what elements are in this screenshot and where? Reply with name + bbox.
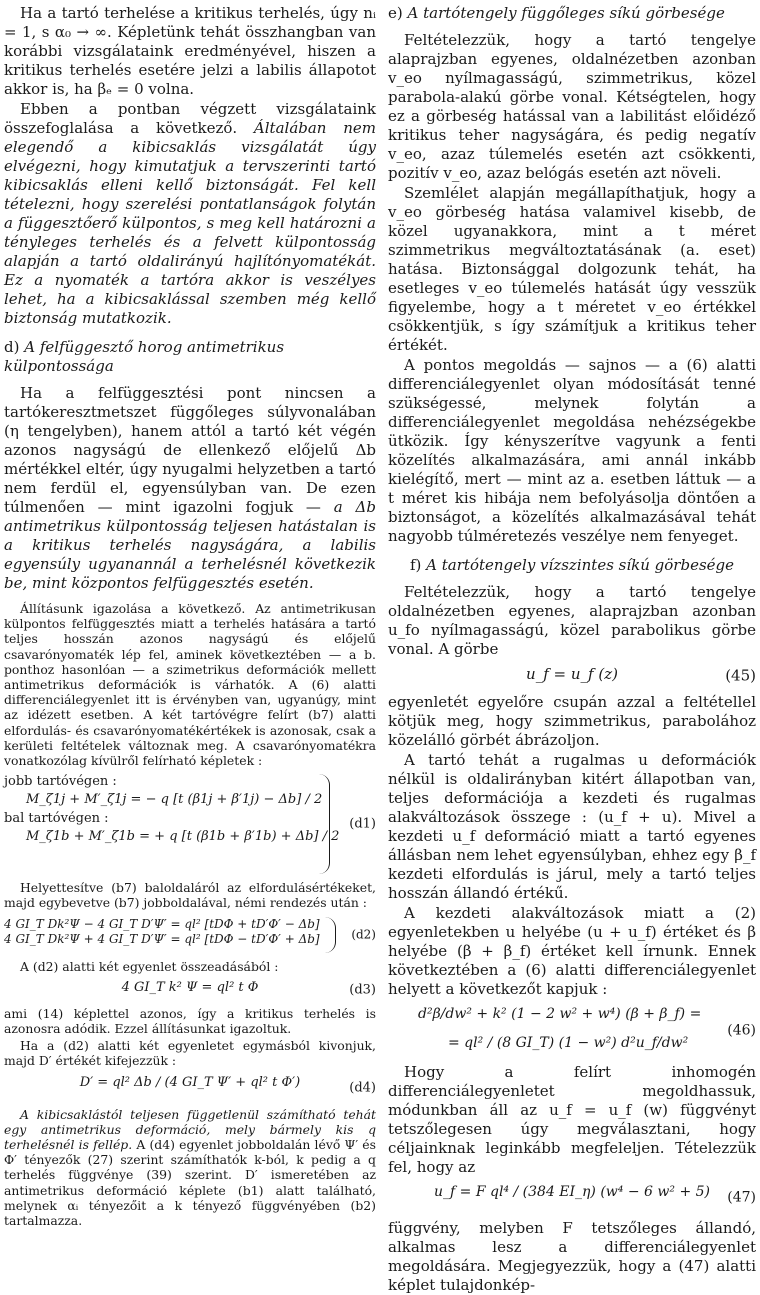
right-end-label: jobb tartóvégen :: [4, 774, 117, 790]
intro-paragraph-1: Ha a tartó terhelése a kritikus terhelés, úgy nᵢ = 1, s α₀ → ∞. Képletünk tehát összhangban van korábbi vizsgálataink eredményével, hiszen a kritikus terhelés esetére jelzi a labilis állapotot akkor is, ha βₑ = 0 volna.: [4, 4, 376, 98]
summary-paragraph: [4, 100, 376, 328]
equation-d3-number: (d3): [349, 982, 376, 998]
section-f-paragraph-5: Hogy a felírt inhomogén differenciálegyenletet megoldhassuk, módunkban áll az u_f = u_f (w) függvényt tetszőlegesen úgy megválasztani, hogy céljainknak leginkább megfeleljen. Tételezzük fel, hogy az: [388, 1063, 756, 1176]
equation-47-body: u_f = F ql⁴ / (384 EI_η) (w⁴ − 6 w² + 5): [434, 1184, 710, 1200]
section-d-title: A felfüggesztő horog antimetrikus külpontossága: [4, 338, 285, 375]
section-d-heading: [4, 338, 376, 376]
section-f-paragraph-3: A tartó tehát a rugalmas u deformációk nélkül is oldalirányban kitért állapotban van, teljes deformációja a kezdeti és rugalmas alakváltozások összege : (u_f + u). Mivel a kezdeti u_f deformáció miatt a tartó egyenes állásban nem lehet egyensúlyban, ehhez egy β_f kezdeti elfordulás is járul, mely a tartó teljes hosszán állandó értékű.: [388, 751, 756, 902]
equation-d2: [4, 917, 376, 953]
section-d-emphasis: a Δb antimetrikus külpontosság teljesen hatástalan is a kritikus terhelés nagyságára, a labilis egyensúly ugyanannál a terhelésnél következik be, mint központos felfüggesztés esetén.: [4, 498, 376, 592]
equation-d1: [4, 774, 376, 874]
right-column: [388, 4, 756, 1295]
equation-d1-number: (d1): [349, 816, 376, 832]
addition-paragraph: A (d2) alatti két egyenlet összeadásából :: [20, 958, 279, 974]
section-f-paragraph-4: A kezdeti alakváltozások miatt a (2) egyenletekben u helyébe (u + u_f) értéket és β helyébe (β + β_f) értéket kell írnunk. Ennek következtében a (6) alatti differenciálegyenlet helyett a következőt kapjuk :: [388, 904, 756, 998]
section-e-paragraph-3: A pontos megoldás — sajnos — a (6) alatti differenciálegyenlet olyan módosítását tenné szükségessé, melynek folytán a differenciálegyenlet megoldása nehézségekbe ütközik. Így kényszerítve vagyunk a fenti közelítés alkalmazására, ami annál inkább kielégítő, mert — mint az a. esetben láttuk — a t méret kis hibája nem befolyásolja döntően a biztonságot, a közelítés alkalmazásával tehát nagyobb túlméretezés veszélye nem fenyeget.: [388, 356, 756, 545]
conclusion-paragraph: [4, 1107, 376, 1229]
proof-paragraph: Állításunk igazolása a következő. Az antimetrikusan külpontos felfüggesztés miatt a terhelés hatására a tartó teljes hosszán azonos nagyságú és előjelű csavarónyomaték lép fel, aminek következtében — a b. ponthoz hasonlóan — a szimetrikus deformációk mellett antimetrikus deformációk is várhatók. A (6) alatti differenciálegyenlet itt is érvényben van, ugyanúgy, mint az idézett esetben. A két tartóvégre felírt (b7) alatti elfordulás- és csavarónyomatékértékek is azonosak, csak a kerületi feltételek változnak meg. A csavarónyomatékra vonatkozólag kívülről felírható képletek :: [4, 601, 376, 769]
equation-d2-bottom: 4 GI_T Dk²Ψ + 4 GI_T D′Ψ′ = ql² [tDΦ − tD′Φ′ + Δb]: [4, 931, 320, 946]
equation-d2-number: (d2): [351, 927, 376, 942]
equation-d3: [4, 980, 376, 1000]
equation-d1-top: M_ζ1j + M′_ζ1j = − q [t (β1j + β′1j) − Δb] / 2: [26, 792, 323, 808]
summary-lead: Ebben a pontban végzett vizsgálataink összefoglalása a következő.: [4, 100, 376, 137]
section-e-label: e): [388, 4, 403, 22]
section-f-paragraph-2: egyenletét egyelőre csupán azzal a feltétellel kötjük meg, hogy szimmetrikus, parabolához közelálló görbét ábrázoljon.: [388, 693, 756, 749]
equation-d1-brace: [319, 774, 330, 874]
section-e-heading: [388, 4, 756, 23]
left-end-label: bal tartóvégen :: [4, 810, 109, 826]
section-f-title: A tartótengely vízszintes síkú görbesége: [426, 556, 735, 574]
section-d-text: Ha a felfüggesztési pont nincsen a tartókeresztmetszet függőleges súlyvonalában (η tengelyben), hanem attól a tartó két végén azonos nagyságú de ellenkező előjelű Δb mértékkel eltér, úgy nyugalmi helyzetben a tartó nem ferdül el, egyensúlyban van. De ezen túlmenően — mint igazolni fogjuk —: [4, 384, 376, 516]
equation-d4-body: D′ = ql² Δb / (4 GI_T Ψ′ + ql² t Φ′): [79, 1074, 301, 1090]
equation-45-number: (45): [725, 666, 756, 685]
equation-46-bottom: = ql² / (8 GI_T) (1 − w²) d²u_f/dw²: [448, 1035, 689, 1051]
section-e-title: A tartótengely függőleges síkú görbesége: [407, 4, 725, 22]
equation-46: [388, 1005, 756, 1057]
substitution-paragraph: Helyettesítve (b7) baloldaláról az elfordulásértékeket, majd egybevetve (b7) jobboldalával, némi rendezés után :: [4, 880, 376, 911]
equation-45-body: u_f = u_f (z): [526, 665, 618, 683]
equation-d4: [4, 1075, 376, 1101]
subtraction-paragraph: Ha a (d2) alatti két egyenletet egymásból kivonjuk, majd D′ értékét kifejezzük :: [4, 1038, 376, 1069]
equation-46-top: d²β/dw² + k² (1 − 2 w² + w⁴) (β + β_f) =: [418, 1006, 702, 1022]
equation-47: [388, 1183, 756, 1213]
section-d-label: d): [4, 338, 20, 356]
conclusion-emphasis: A kibicsaklástól teljesen függetlenül számítható tehát egy antimetrikus deformáció, mely bármely kis q terhelésnél is fellép.: [4, 1106, 376, 1153]
equation-46-number: (46): [727, 1022, 756, 1039]
section-d-paragraph: [4, 384, 376, 593]
equation-d2-top: 4 GI_T Dk²Ψ − 4 GI_T D′Ψ′ = ql² [tDΦ + tD′Φ′ − Δb]: [4, 916, 320, 931]
left-column: [4, 4, 376, 1228]
section-f-label: f): [409, 556, 422, 574]
equation-d3-body: 4 GI_T k² Ψ = ql² t Φ: [121, 979, 259, 995]
equation-d4-number: (d4): [349, 1080, 376, 1096]
section-f-heading: [388, 556, 756, 575]
identity-paragraph: ami (14) képlettel azonos, így a kritikus terhelés is azonosra adódik. Ezzel állításunkat igazoltuk.: [4, 1005, 376, 1037]
equation-47-number: (47): [727, 1189, 756, 1206]
conclusion-text: A (d4) egyenlet jobboldalán lévő Ψ′ és Φ′ tényezők (27) szerint számíthatók k-ból, k pedig a q terhelés függvénye (39) szerint. D′ ismeretében az antimetrikus deformáció képlete (b1) alatt található, melynek αᵢ tényezőit a k tényező függvényében (b2) tartalmazza.: [4, 1137, 376, 1229]
equation-d1-bottom: M_ζ1b + M′_ζ1b = + q [t (β1b + β′1b) + Δb] / 2: [26, 828, 340, 844]
summary-emphasis: Általában nem elegendő a kibicsaklás vizsgálatát úgy elvégezni, hogy kimutatjuk a tervszerinti tartó kibicsaklás elleni kellő biztonságát. Fel kell tételezni, hogy szerelési pontatlanságok folytán a függesztőerő külpontos, s meg kell határozni a tényleges terhelés és a felvett külpontosság alapján a tartó oldalirányú hajlítónyomatékát. Ez a nyomaték a tartóra akkor is veszélyes lehet, ha a kibicsaklással szemben még kellő biztonság mutatkozik.: [4, 119, 376, 327]
section-f-paragraph-1: Feltételezzük, hogy a tartó tengelye oldalnézetben egyenes, alaprajzban azonban u_fo nyílmagasságú, közel parabolikus görbe vonal. A görbe: [388, 583, 756, 658]
equation-d2-brace: [325, 917, 336, 953]
section-e-paragraph-2: Szemlélet alapján megállapíthatjuk, hogy a v_eo görbeség hatása valamivel kisebb, de közel ugyanakkora, mint a t méret szimmetrikus megváltoztatásának (a. eset) hatása. Biztonsággal dolgozunk tehát, ha esetleges v_eo túlemelés hatását úgy vesszük figyelembe, hogy a t méretet v_eo értékkel csökkentjük, s így számítjuk a kritikus teher értékét.: [388, 184, 756, 354]
section-e-paragraph-1: Feltételezzük, hogy a tartó tengelye alaprajzban egyenes, oldalnézetben azonban v_eo nyílmagasságú, szimmetrikus, közel parabola-alakú görbe vonal. Kétségtelen, hogy ez a görbeség hatással van a labilitást előidéző kritikus teher nagyságára, és pedig negatív v_eo, azaz túlemelés esetén azt csökkenti, pozitív v_eo, azaz belógás esetén azt növeli.: [388, 31, 756, 182]
equation-45: [388, 665, 756, 687]
section-f-paragraph-6: függvény, melyben F tetszőleges állandó, alkalmas lesz a differenciálegyenlet megoldására. Megjegyezzük, hogy a (47) alatti képlet tulajdonkép-: [388, 1219, 756, 1294]
